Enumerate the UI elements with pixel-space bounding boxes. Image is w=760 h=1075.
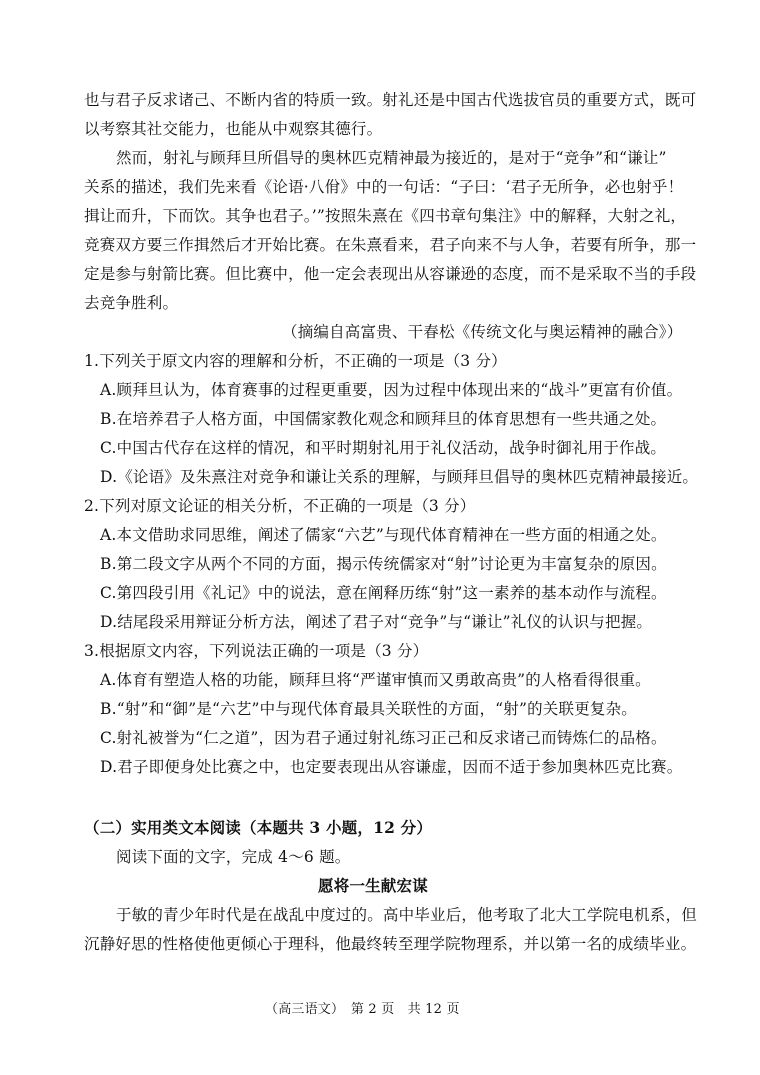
passage-line-2: 以考察其社交能力，也能从中观察其德行。 (84, 120, 383, 138)
question-3-option-a: A.体育有塑造人格的功能，顾拜旦将“严谨审慎而又勇敢高贵”的人格看得很重。 (100, 671, 651, 689)
article-title: 愿将一生献宏谋 (318, 876, 428, 895)
passage-line-5: 揖让而升，下而饮。其争也君子。’”按照朱熹在《四书章句集注》中的解释，大射之礼， (84, 207, 687, 225)
question-1-option-c: C.中国古代存在这样的情况，和平时期射礼用于礼仪活动，战争时御礼用于作战。 (100, 439, 667, 457)
passage-line-3: 然而，射礼与顾拜旦所倡导的奥林匹克精神最为接近的，是对于“竞争”和“谦让” (116, 149, 667, 167)
question-2-option-a: A.本文借助求同思维，阐述了儒家“六艺”与现代体育精神在一些方面的相通之处。 (100, 526, 667, 544)
passage-line-7: 定是参与射箭比赛。但比赛中，他一定会表现出从容谦逊的态度，而不是采取不当的手段 (84, 265, 697, 283)
section-2-instruction: 阅读下面的文字，完成 4～6 题。 (116, 848, 351, 866)
article-line-2: 沉静好思的性格使他更倾心于理科，他最终转至理学院物理系，并以第一名的成绩毕业。 (84, 935, 697, 953)
passage-line-1: 也与君子反求诸己、不断内省的特质一致。射礼还是中国古代选拔官员的重要方式，既可 (84, 91, 697, 109)
question-2-option-b: B.第二段文字从两个不同的方面，揭示传统儒家对“射”讨论更为丰富复杂的原因。 (100, 555, 667, 573)
question-2-option-d: D.结尾段采用辩证分析方法，阐述了君子对“竞争”与“谦让”礼仪的认识与把握。 (100, 613, 653, 631)
passage-line-4: 关系的描述，我们先来看《论语·八佾》中的一句话：“子曰：‘君子无所争，必也射乎！ (84, 178, 684, 196)
section-2-heading: （二）实用类文本阅读（本题共 3 小题，12 分） (84, 818, 433, 837)
question-1-option-d: D.《论语》及朱熹注对竞争和谦让关系的理解，与顾拜旦倡导的奥林匹克精神最接近。 (100, 468, 699, 486)
question-3-stem: 3.根据原文内容，下列说法正确的一项是（3 分） (84, 642, 429, 660)
question-3-option-c: C.射礼被誉为“仁之道”，因为君子通过射礼练习正己和反求诸己而铸炼仁的品格。 (100, 729, 667, 747)
page-footer: （高三语文） 第 2 页 共 12 页 (265, 1002, 460, 1017)
passage-line-6: 竞赛双方要三作揖然后才开始比赛。在朱熹看来，君子向来不与人争，若要有所争，那一 (84, 236, 697, 254)
question-3-option-d: D.君子即便身处比赛之中，也定要表现出从容谦虚，因而不适于参加奥林匹克比赛。 (100, 758, 683, 776)
passage-source: （摘编自高富贵、干春松《传统文化与奥运精神的融合》） (282, 323, 683, 341)
passage-line-8: 去竞争胜利。 (84, 294, 179, 312)
question-1-option-b: B.在培养君子人格方面，中国儒家教化观念和顾拜旦的体育思想有一些共通之处。 (100, 410, 667, 428)
question-2-option-c: C.第四段引用《礼记》中的说法，意在阐释历练“射”这一素养的基本动作与流程。 (100, 584, 667, 602)
question-1-stem: 1.下列关于原文内容的理解和分析，不正确的一项是（3 分） (84, 352, 507, 370)
question-2-stem: 2.下列对原文论证的相关分析，不正确的一项是（3 分） (84, 497, 476, 515)
article-line-1: 于敏的青少年时代是在战乱中度过的。高中毕业后，他考取了北大工学院电机系，但 (116, 906, 697, 924)
question-1-option-a: A.顾拜旦认为，体育赛事的过程更重要，因为过程中体现出来的“战斗”更富有价值。 (100, 381, 683, 399)
question-3-option-b: B.“射”和“御”是“六艺”中与现代体育最具关联性的方面，“射”的关联更复杂。 (100, 700, 638, 718)
